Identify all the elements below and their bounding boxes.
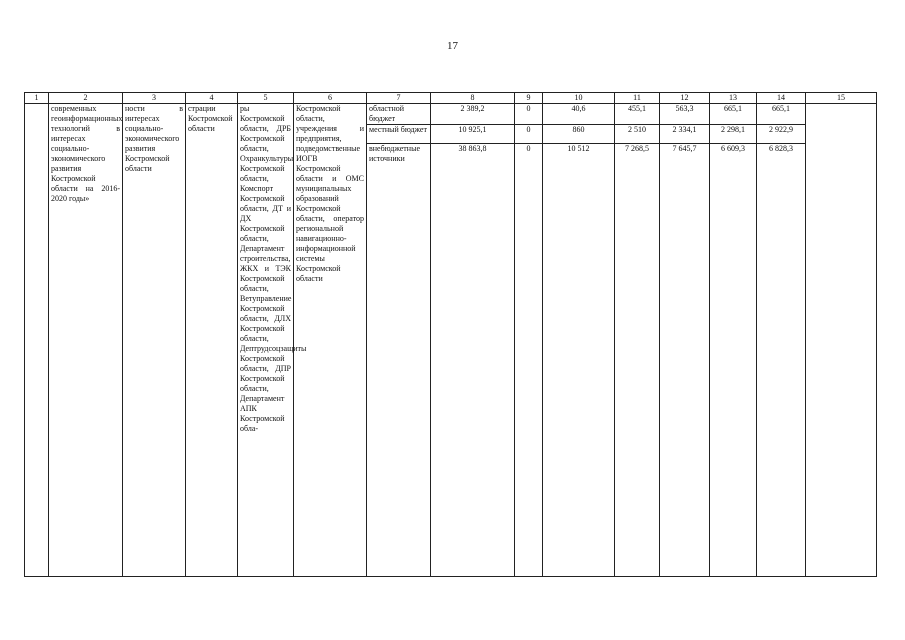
funding-table	[24, 92, 877, 577]
column-header: 12	[660, 93, 710, 104]
column-header: 3	[123, 93, 186, 104]
column-header: 2	[49, 93, 123, 104]
value-cell: 665,1	[710, 104, 757, 125]
value-cell: 0	[515, 104, 543, 125]
column-header: 7	[367, 93, 431, 104]
column-header: 9	[515, 93, 543, 104]
value-cell: 0	[515, 125, 543, 144]
column-header: 15	[806, 93, 877, 104]
value-cell: 2 922,9	[757, 125, 806, 144]
funding-source-cell: областной бюджет	[367, 104, 431, 125]
executors-cell: ры Костромской области, ДРБ Костромской области, Охранкультуры Костромской области, Комспорт Костромской области, ДТ и ДХ Костромской области, Департамент строительства, ЖКХ и ТЭК Костромской области, Ветуправление Костромской области, ДЛХ Костромской области, Дептрудсоцзащиты Костромской области, ДПР Костромской области, Департамент АПК Костромской обла-	[238, 104, 294, 577]
value-cell: 0	[515, 144, 543, 577]
total-cell: 2 389,2	[431, 104, 515, 125]
administrator-cell: страции Костромской области	[186, 104, 238, 577]
value-cell: 6 828,3	[757, 144, 806, 577]
participants-cell: Костромской области, учреждения и предприятия, подведомственные ИОГВ Костромской области и ОМС муниципальных образований Костромской области, оператор региональной навигационно-информационной системы Костромской области	[294, 104, 367, 577]
page-number: 17	[447, 40, 458, 52]
value-cell: 2 298,1	[710, 125, 757, 144]
value-cell: 40,6	[543, 104, 615, 125]
value-cell: 6 609,3	[710, 144, 757, 577]
header-row	[25, 93, 877, 104]
column-header: 14	[757, 93, 806, 104]
funding-source-cell: внебюджетные источники	[367, 144, 431, 577]
empty-cell	[806, 104, 877, 577]
value-cell: 455,1	[615, 104, 660, 125]
value-cell: 860	[543, 125, 615, 144]
purpose-cell: ности в интересах социально-экономического развития Костромской области	[123, 104, 186, 577]
table-row	[25, 104, 877, 125]
value-cell: 2 510	[615, 125, 660, 144]
value-cell: 665,1	[757, 104, 806, 125]
total-cell: 10 925,1	[431, 125, 515, 144]
value-cell: 563,3	[660, 104, 710, 125]
column-header: 10	[543, 93, 615, 104]
column-header: 11	[615, 93, 660, 104]
column-header: 13	[710, 93, 757, 104]
value-cell: 2 334,1	[660, 125, 710, 144]
column-header: 4	[186, 93, 238, 104]
column-header: 5	[238, 93, 294, 104]
column-header: 1	[25, 93, 49, 104]
value-cell: 7 645,7	[660, 144, 710, 577]
funding-source-cell: местный бюджет	[367, 125, 431, 144]
value-cell: 10 512	[543, 144, 615, 577]
program-name-cell: современных геоинформационных технологий в интересах социально-экономического развития Костромской области на 2016-2020 годы»	[49, 104, 123, 577]
value-cell: 7 268,5	[615, 144, 660, 577]
column-header: 8	[431, 93, 515, 104]
row-number-cell	[25, 104, 49, 577]
column-header: 6	[294, 93, 367, 104]
total-cell: 38 863,8	[431, 144, 515, 577]
